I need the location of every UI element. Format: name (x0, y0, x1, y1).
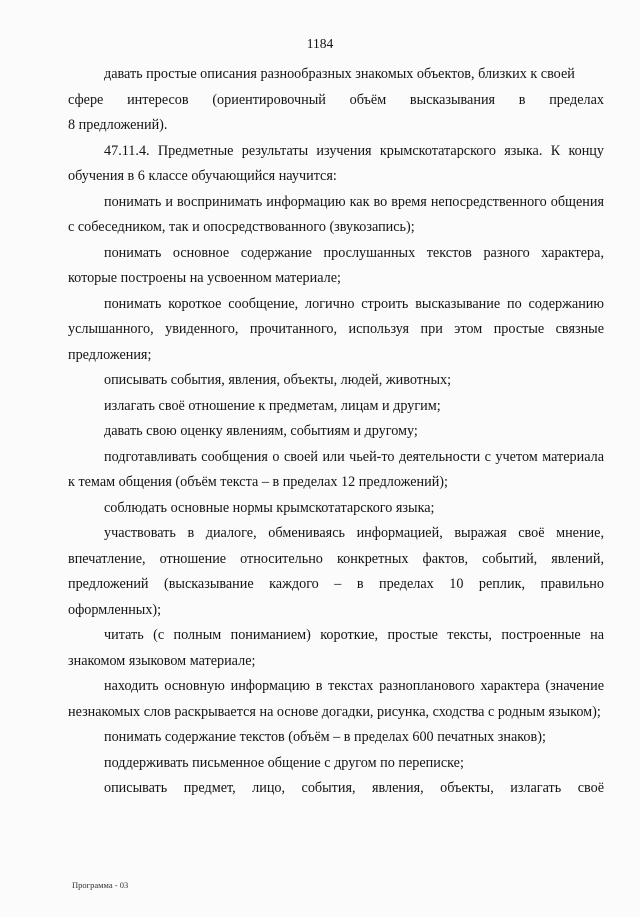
paragraph: понимать основное содержание прослушанных текстов разного характера, которые построены на усвоенном материале; (68, 244, 604, 286)
paragraph: 47.11.4. Предметные результаты изучения крымскотатарского языка. К концу обучения в 6 классе обучающийся научится: (68, 142, 604, 184)
paragraph: давать свою оценку явлениям, событиям и другому; (104, 423, 418, 439)
paragraph: описывать предмет, лицо, события, явления, объекты, излагать своё (104, 780, 604, 796)
paragraph: читать (с полным пониманием) короткие, простые тексты, построенные на знакомом языковом материале; (68, 627, 604, 669)
paragraph: поддерживать письменное общение с другом по переписке; (104, 754, 464, 771)
paragraph: находить основную информацию в текстах разнопланового характера (значение незнакомых слов раскрывается на основе догадки, рисунка, сходства с родным языком); (68, 678, 604, 720)
paragraph: соблюдать основные нормы крымскотатарского языка; (104, 499, 435, 516)
document-body (68, 62, 604, 802)
paragraph: участвовать в диалоге, обмениваясь информацией, выражая своё мнение, впечатление, отношение относительно конкретных фактов, событий, явлений, предложений (высказывание каждого – в пределах 10 реплик, правильно оформленных); (68, 525, 604, 618)
page-number: 1184 (306, 36, 334, 51)
paragraph: понимать содержание текстов (объём – в пределах 600 печатных знаков); (104, 729, 546, 745)
paragraph: излагать своё отношение к предметам, лицам и другим; (104, 397, 441, 414)
paragraph: понимать и воспринимать информацию как во время непосредственного общения с собеседником, так и опосредствованного (звукозапись); (68, 193, 604, 235)
paragraph: описывать события, явления, объекты, людей, животных; (104, 372, 452, 388)
paragraph: сфере интересов (ориентировочный объём высказывания в пределах (68, 91, 604, 108)
paragraph: понимать короткое сообщение, логично строить высказывание по содержанию услышанного, увиденного, прочитанного, используя при этом простые связные предложения; (68, 295, 604, 363)
paragraph: подготавливать сообщения о своей или чьей-то деятельности с учетом материала к темам общения (объём текста – в пределах 12 предложений); (68, 448, 604, 490)
page-footer: Программа - 03 (72, 880, 129, 890)
paragraph: давать простые описания разнообразных знакомых объектов, близких к своей (104, 66, 575, 82)
paragraph: 8 предложений). (68, 117, 168, 133)
